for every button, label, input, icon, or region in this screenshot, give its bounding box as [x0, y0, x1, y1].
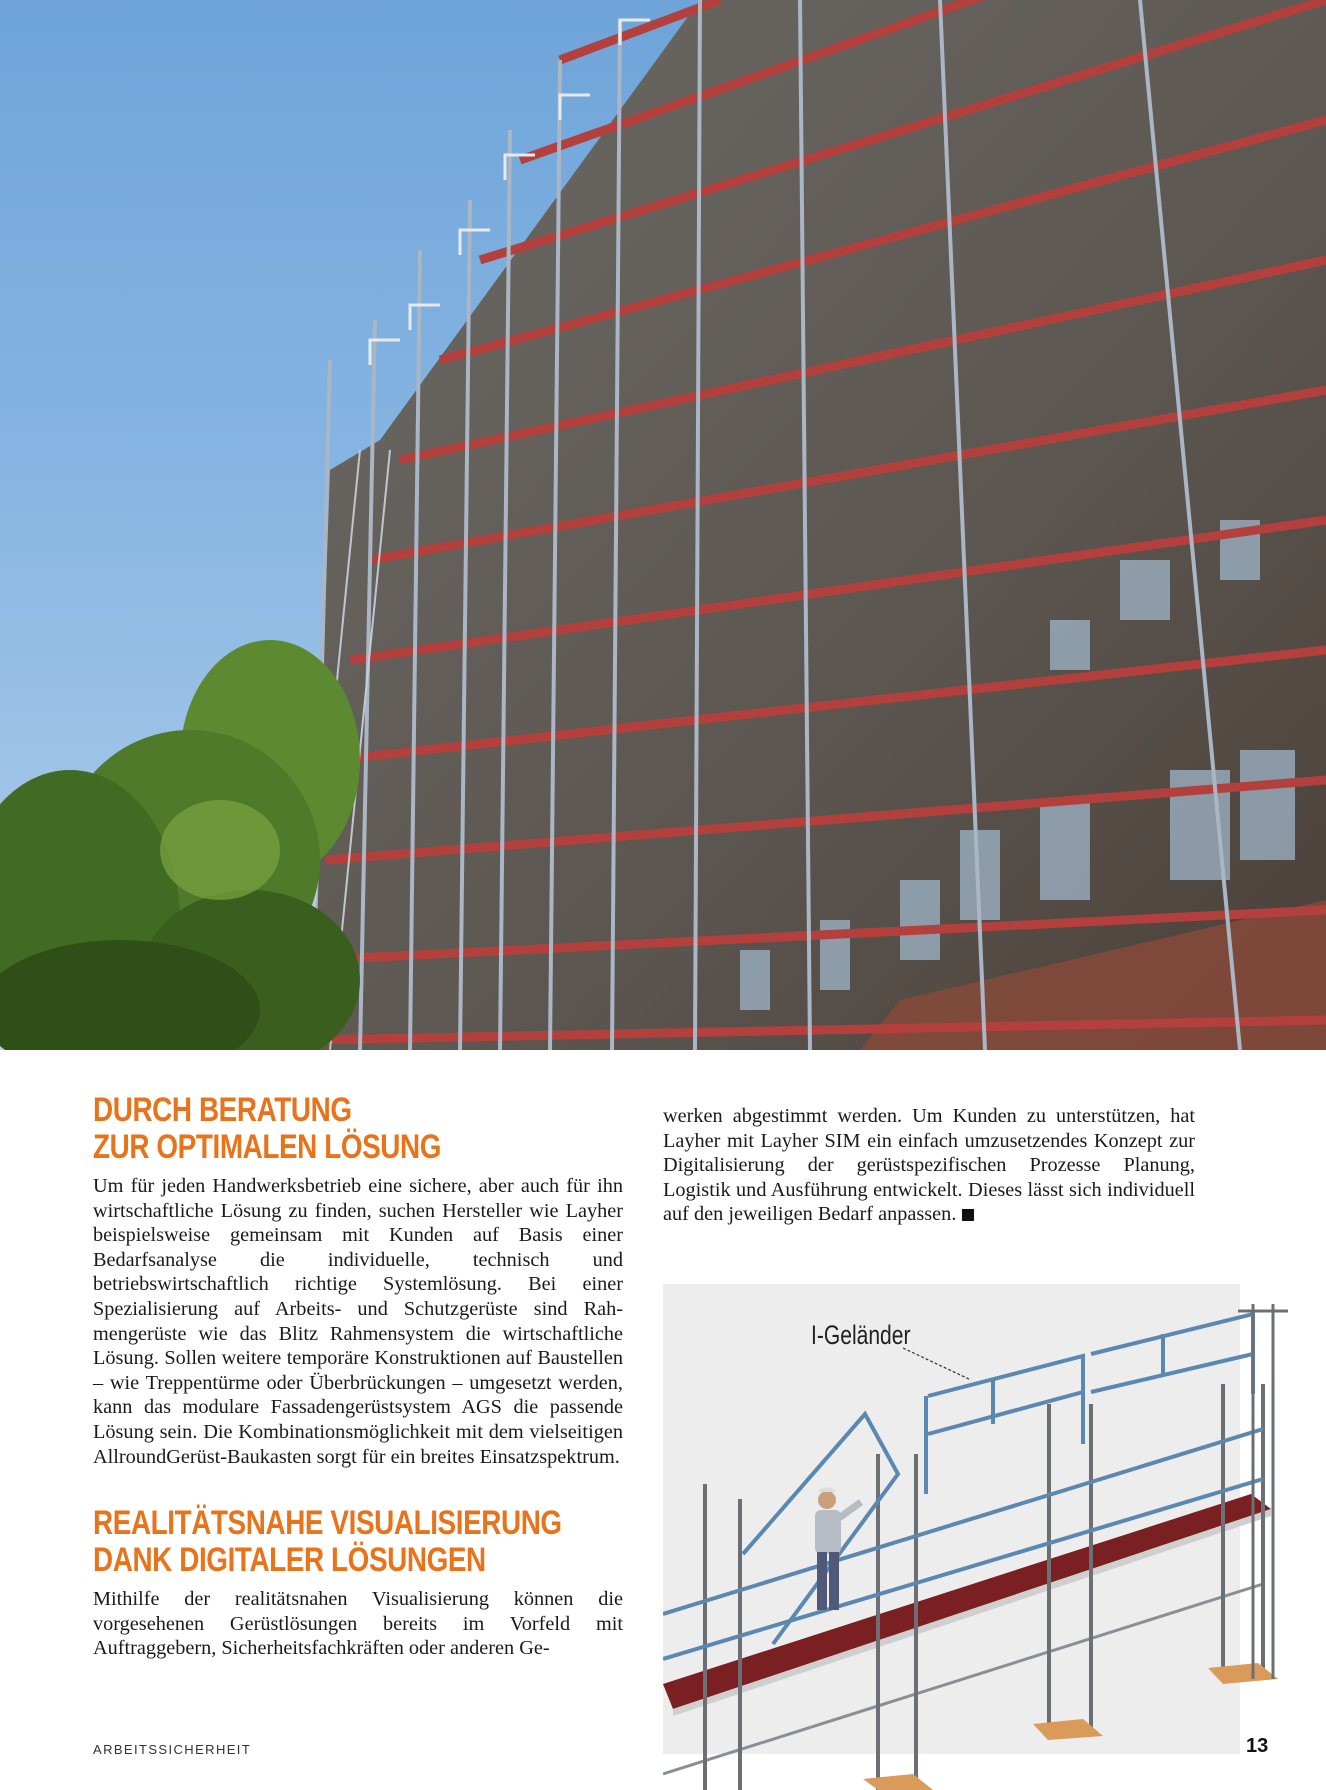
- heading-line: ZUR OPTIMALEN LÖSUNG: [93, 1128, 442, 1166]
- left-column: [93, 1092, 623, 1661]
- paragraph-text: werken abgestimmt werden. Um Kunden zu unterstützen, hat Layher mit Layher SIM ein einfach umzusetzendes Konzept zur Digitalisierung der gerüstspezifischen Prozesse Planung, Logistik und Ausführung entwickelt. Dieses lässt sich individuell auf den jeweiligen Bedarf anpassen.: [663, 1105, 1195, 1226]
- end-of-article-mark: [962, 1209, 974, 1221]
- paragraph-consulting: Um für jeden Handwerksbetrieb eine sichere, aber auch für ihn wirtschaftliche Lösung zu finden, suchen Hersteller wie Layher beispielsweise gemeinsam mit Kunden auf Basis einer Bedarfsanalyse die individuelle, technisch und betriebswirtschaftlich richtige Systemlösung. Bei einer Spezialisierung auf Arbeits- und Schutzgerüste sind Rahmengerüste wie das Blitz Rahmensystem die wirtschaftliche Lösung. Sollen weitere temporäre Konstruktionen auf Baustellen – wie Treppentürme oder Überbrückungen – umgesetzt werden, kann das modulare Fassadengerüstsystem AGS die passende Lösung sein. Die Kombinationsmöglichkeit mit dem vielseitigen AllroundGerüst-Baukasten sorgt für ein breites Einsatzspektrum.: [93, 1175, 623, 1468]
- section-heading-visualization: [93, 1504, 562, 1580]
- heading-line: REALITÄTSNAHE VISUALISIERUNG: [93, 1504, 562, 1543]
- callout-label-guardrail: I-Geländer: [811, 1320, 911, 1350]
- scaffold-rendering: [663, 1284, 1326, 1790]
- footer-section-label: ARBEITSSICHERHEIT: [93, 1742, 252, 1757]
- paragraph-visualization-part1: Mithilfe der realitätsnahen Visualisierung können die vorgesehenen Gerüstlösungen bereits im Vorfeld mit Auftraggebern, Sicherheitsfachkräften oder anderen Ge-: [93, 1588, 623, 1660]
- heading-line: DANK DIGITALER LÖSUNGEN: [93, 1541, 486, 1580]
- heading-line: DURCH BERATUNG: [93, 1091, 352, 1129]
- section-heading-consulting: [93, 1092, 528, 1166]
- page-number: 13: [1246, 1735, 1269, 1757]
- right-column: [663, 1104, 1195, 1227]
- scaffold-illustration: [663, 1284, 1326, 1790]
- paragraph-visualization-part2: [663, 1104, 1195, 1227]
- worker-figure: [815, 1487, 861, 1610]
